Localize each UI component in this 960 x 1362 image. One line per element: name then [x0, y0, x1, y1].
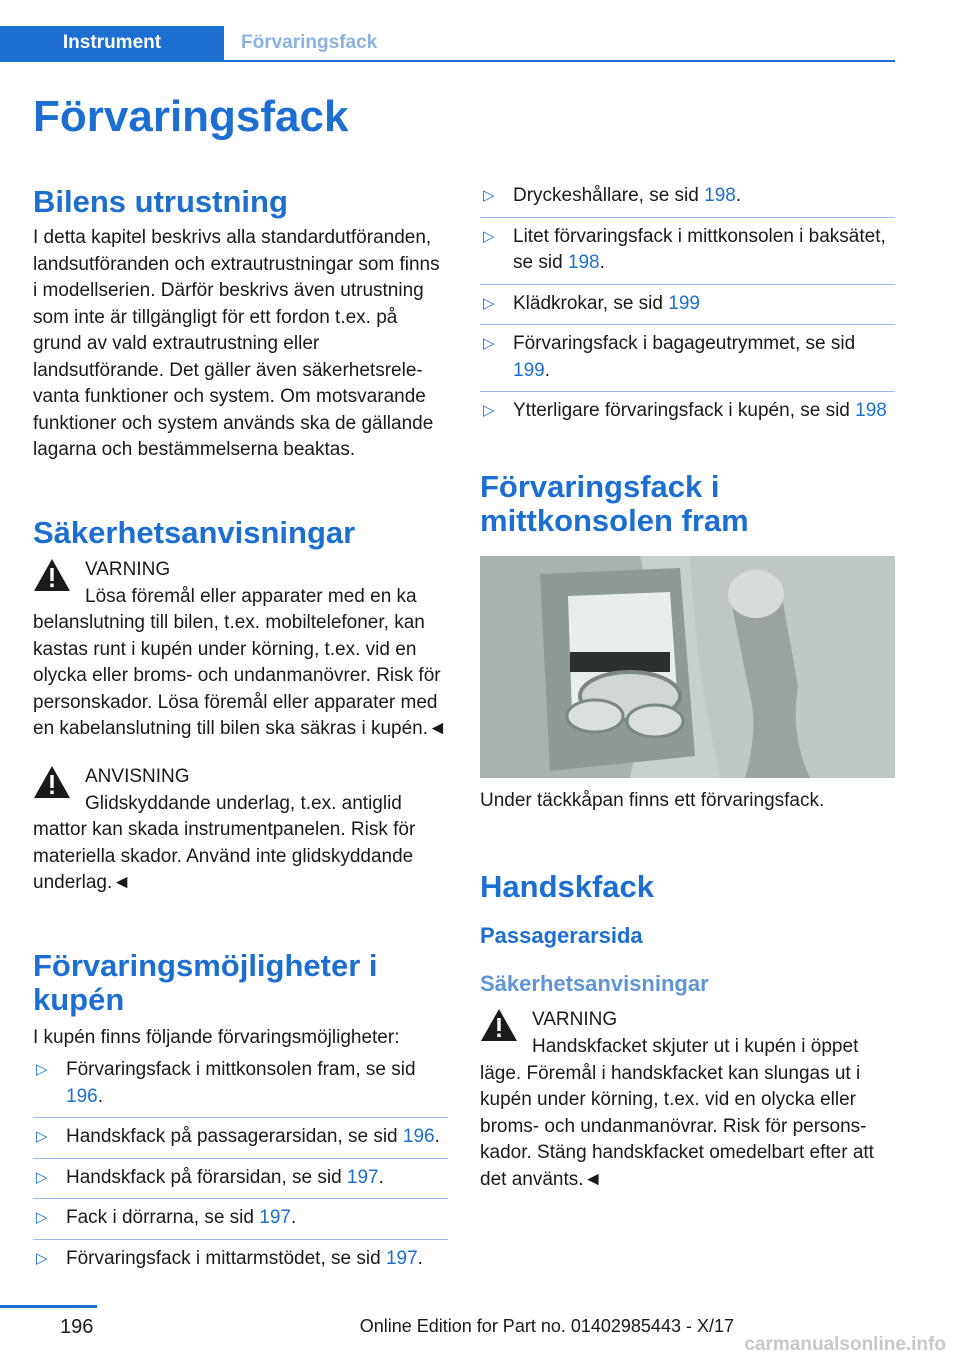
- page-link[interactable]: 199: [513, 359, 545, 381]
- triangle-right-icon: ▷: [483, 187, 495, 204]
- list-item: ▷ Litet förvaringsfack i mittkonsolen i baksätet, se sid 198.: [480, 224, 895, 285]
- list-item: ▷ Fack i dörrarna, se sid 197.: [33, 1205, 448, 1240]
- triangle-right-icon: ▷: [483, 294, 495, 312]
- warning-block-glovebox: [480, 1006, 895, 1193]
- list-item: ▷ Förvaringsfack i mittkonsolen fram, se sid 196.: [33, 1057, 448, 1118]
- page-link[interactable]: 198: [855, 400, 887, 421]
- tab-section[interactable]: Förvaringsfack: [241, 32, 378, 53]
- heading-glovebox: Handskfack: [480, 869, 655, 904]
- left-column: [33, 185, 448, 1285]
- list-item: ▷ Klädkrokar, se sid 199: [480, 291, 895, 326]
- heading-storage-options: Förvaringsmöjligheter i kupén: [33, 947, 378, 1017]
- heading-passenger-side: Passagerarsida: [480, 923, 643, 948]
- note-text: mattor kan skada instrumentpanelen. Risk för materiella skador. Använd inte glidskyddande underlag.◄: [33, 819, 416, 893]
- note-label: ANVISNING: [85, 765, 190, 787]
- note-text-first-line: Glidskyddande underlag, t.ex. antiglid: [85, 792, 402, 814]
- triangle-right-icon: ▷: [36, 1061, 48, 1078]
- heading-safety: Säkerhetsanvisningar: [33, 514, 356, 550]
- page-title: Förvaringsfack: [33, 92, 349, 141]
- page-link[interactable]: 198: [567, 252, 600, 273]
- storage-list-right: [480, 183, 895, 432]
- list-item: ▷ Ytterligare förvaringsfack i kupén, se sid 198: [480, 398, 895, 432]
- tab-chapter[interactable]: Instrument: [0, 26, 224, 60]
- warning-label: VARNING: [85, 558, 171, 580]
- page-link[interactable]: 198: [704, 185, 736, 206]
- warning-triangle-icon: [480, 1008, 518, 1042]
- heading-equipment: Bilens utrustning: [33, 184, 288, 219]
- warning-triangle-icon: [33, 558, 71, 592]
- page-link[interactable]: 199: [668, 292, 700, 314]
- list-item: ▷ Handskfack på passagerarsidan, se sid 196.: [33, 1124, 448, 1159]
- storage-list-left: [33, 1057, 448, 1279]
- list-item: ▷ Handskfack på förarsidan, se sid 197.: [33, 1165, 448, 1200]
- triangle-right-icon: ▷: [483, 335, 495, 352]
- list-item: ▷ Förvaringsfack i mittarmstödet, se sid 197.: [33, 1246, 448, 1280]
- note-block: [33, 763, 448, 897]
- page-number: 196: [60, 1316, 94, 1338]
- warning-block: [33, 556, 448, 743]
- triangle-right-icon: ▷: [36, 1209, 48, 1226]
- center-console-photo: [480, 556, 895, 778]
- paragraph-equipment: I detta kapitel beskrivs alla standardutföranden, landsutföranden och extrautrustningar som finns i modellserien. Därför beskrivs även utrustning som inte är tillgängligt för ett fordon t.ex. på grund av vald extrautrustning eller landsutförande. Det gäller även säkerhetsrelevanta funktioner och system. Om motsvarande funktioner och system används ska de gällande lagarna och bestämmelserna beaktas.: [33, 227, 440, 460]
- heading-safety-glovebox: Säkerhetsanvisningar: [480, 971, 709, 996]
- header-rule: [0, 60, 895, 62]
- page-link[interactable]: 197: [259, 1207, 291, 1228]
- list-item: ▷ Dryckeshållare, se sid 198.: [480, 183, 895, 218]
- triangle-right-icon: ▷: [483, 402, 495, 419]
- triangle-right-icon: ▷: [483, 227, 495, 245]
- photo-caption: Under täckkåpan finns ett förvaringsfack.: [480, 789, 825, 811]
- heading-center-console: Förvaringsfack i mittkonsolen fram: [480, 468, 749, 538]
- page-link[interactable]: 197: [385, 1247, 418, 1269]
- warning-label: VARNING: [532, 1009, 618, 1030]
- triangle-right-icon: ▷: [36, 1168, 48, 1186]
- warning-text: belanslutning till bilen, t.ex. mobiltelefoner, kan kastas runt i kupén under körning, t.ex. vid en olycka eller broms- och undanmanövrer. Risk för personskador. Lösa föremål eller apparater med en kabelanslutning till bilen ska säkras i kupén.◄: [33, 612, 447, 739]
- edition-note: Online Edition for Part no. 01402985443 - X/17: [359, 1316, 734, 1336]
- page-link[interactable]: 196: [66, 1085, 98, 1107]
- warning-text-first-line: Lösa föremål eller apparater med en ka: [85, 585, 417, 607]
- paragraph-storage-options: I kupén finns följande förvaringsmöjligheter:: [33, 1026, 400, 1048]
- triangle-right-icon: ▷: [36, 1249, 48, 1267]
- page-link[interactable]: 196: [402, 1126, 435, 1147]
- warning-text: läge. Föremål i handskfacket kan slungas ut i kupén under körning, t.ex. vid en olycka eller broms- och undanmanövrar. Risk för personskador. Stäng handskfacket omedelbart efter att det använts.◄: [480, 1062, 874, 1190]
- warning-text-first-line: Handskfacket skjuter ut i kupén i öppet: [532, 1036, 859, 1057]
- watermark: carmanualsonline.info: [744, 1334, 946, 1355]
- list-item: ▷ Förvaringsfack i bagageutrymmet, se sid 199.: [480, 331, 895, 392]
- warning-triangle-icon: [33, 765, 71, 799]
- footer-rule: [0, 1305, 97, 1308]
- triangle-right-icon: ▷: [36, 1128, 48, 1145]
- header-bar: [0, 26, 895, 62]
- right-column: [480, 183, 895, 1193]
- page-link[interactable]: 197: [346, 1166, 379, 1188]
